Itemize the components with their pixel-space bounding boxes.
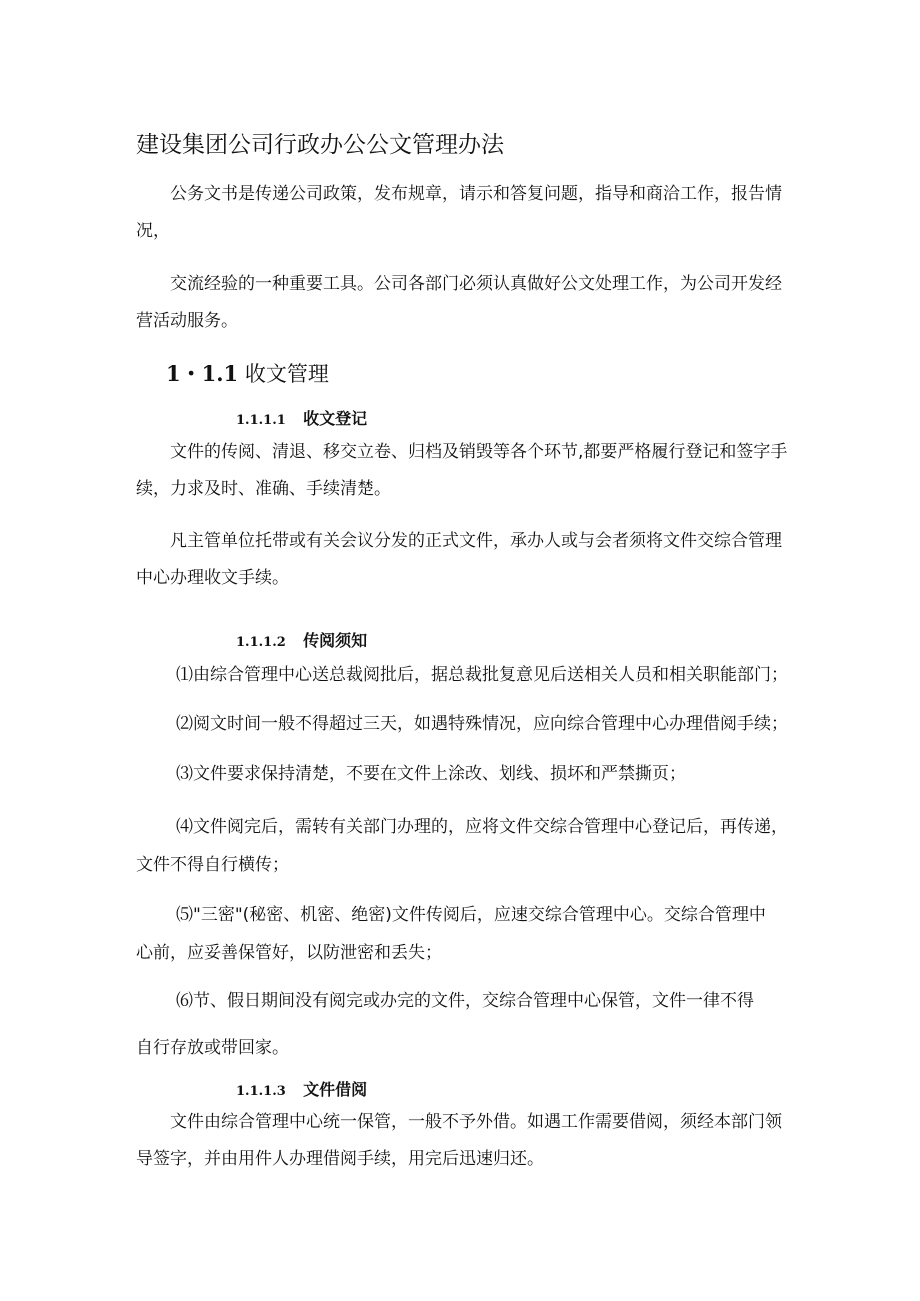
section-heading [166, 358, 329, 388]
paragraph-line: 交流经验的一种重要工具。公司各部门必须认真做好公文处理工作，为公司开发经 [170, 274, 782, 294]
intro-paragraph-2 [136, 266, 786, 340]
document-title: 建设集团公司行政办公公文管理办法 [136, 132, 504, 158]
list-item [136, 755, 796, 793]
subsection-heading-3 [236, 1077, 367, 1100]
section-title: 收文管理 [244, 362, 329, 386]
subsection-title: 文件借阅 [303, 1080, 368, 1099]
list-item [136, 896, 796, 972]
subsection-title: 收文登记 [303, 409, 368, 428]
paragraph-line: 营活动服务。 [136, 311, 238, 331]
paragraph-line: 况， [136, 221, 170, 241]
intro-paragraph-1 [136, 176, 786, 250]
list-item [136, 808, 796, 884]
list-item-line: ⑷文件阅完后，需转有关部门办理的，应将文件交综合管理中心登记后，再传递， [176, 817, 788, 837]
subsection-title: 传阅须知 [303, 631, 368, 650]
list-item-line: ⑶文件要求保持清楚，不要在文件上涂改、划线、损坏和严禁撕页； [176, 764, 686, 784]
paragraph-line: 中心办理收文手续。 [136, 568, 289, 588]
section-number: 1・1.1 [166, 361, 239, 386]
list-item-line: ⑴由综合管理中心送总裁阅批后，据总裁批复意见后送相关人员和相关职能部门； [176, 665, 788, 685]
list-item [136, 705, 796, 743]
list-item-line: 心前，应妥善保管好，以防泄密和丢失； [136, 943, 442, 963]
paragraph-line: 文件由综合管理中心统一保管，一般不予外借。如遇工作需要借阅，须经本部门领 [170, 1112, 782, 1132]
list-item-line: ⑵阅文时间一般不得超过三天，如遇特殊情况，应向综合管理中心办理借阅手续； [176, 714, 788, 734]
subsection-heading-1 [236, 406, 367, 429]
subsection-heading-2 [236, 628, 367, 651]
list-item [136, 982, 796, 1020]
list-item-line: ⑸"三密"(秘密、机密、绝密)文件传阅后，应速交综合管理中心。交综合管理中 [176, 905, 766, 925]
paragraph-line: 凡主管单位托带或有关会议分发的正式文件，承办人或与会者须将文件交综合管理 [170, 531, 782, 551]
sub3-paragraph-1 [136, 1104, 786, 1178]
sub1-paragraph-1 [136, 434, 786, 508]
paragraph-line: 续，力求及时、准确、手续清楚。 [136, 479, 391, 499]
list-item-line: ⑹节、假日期间没有阅完或办完的文件，交综合管理中心保管，文件一律不得 [176, 991, 754, 1011]
subsection-number: 1.1.1.2 [236, 635, 286, 650]
list-item [136, 656, 796, 694]
subsection-number: 1.1.1.1 [236, 413, 286, 428]
paragraph-line: 导签字，并由用件人办理借阅手续，用完后迅速归还。 [136, 1149, 544, 1169]
subsection-number: 1.1.1.3 [236, 1084, 286, 1099]
list-item-continuation [136, 1029, 796, 1067]
list-item-line: 文件不得自行横传； [136, 855, 289, 875]
paragraph-line: 公务文书是传递公司政策，发布规章，请示和答复问题，指导和商洽工作，报告情 [170, 184, 782, 204]
paragraph-line: 文件的传阅、清退、移交立卷、归档及销毁等各个环节,都要严格履行登记和签字手 [170, 442, 788, 462]
sub1-paragraph-2 [136, 523, 786, 597]
list-item-line: 自行存放或带回家。 [136, 1038, 289, 1058]
